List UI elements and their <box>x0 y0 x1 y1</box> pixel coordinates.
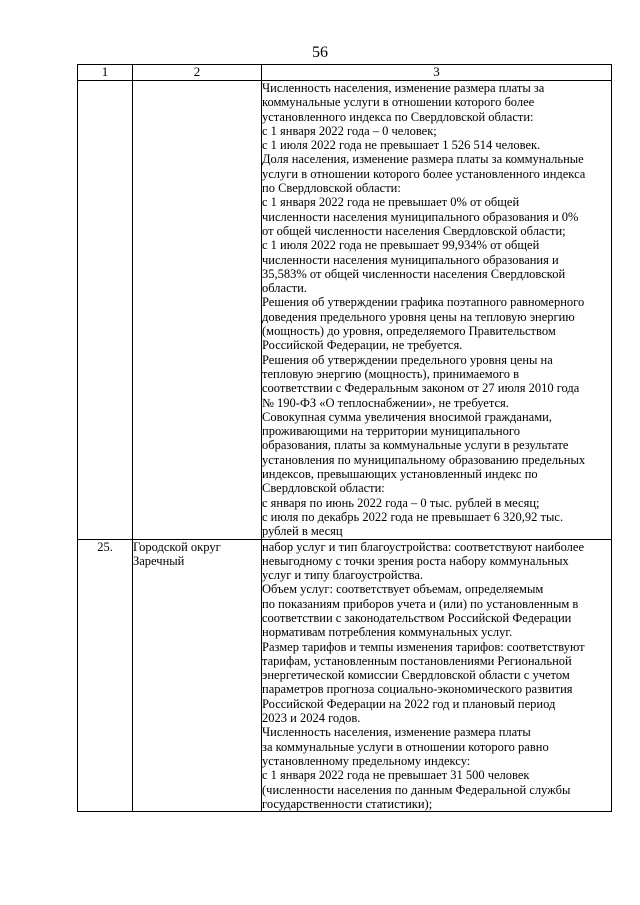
text-line: услуги в отношении которого более установленного индекса <box>262 166 586 181</box>
text-line: Решения об утверждении графика поэтапного равномерного <box>262 295 585 310</box>
municipality-name <box>133 81 262 540</box>
page-number: 56 <box>312 44 328 61</box>
text-line: с 1 января 2022 года – 0 человек; <box>262 123 437 138</box>
text-line: по Свердловской области: <box>262 181 401 196</box>
municipality-name: Городской округ Заречный <box>133 539 262 812</box>
text-line: от общей численности населения Свердловской области; <box>262 223 566 238</box>
document-table <box>77 64 612 812</box>
row-description <box>262 81 612 540</box>
text-line: области. <box>262 281 307 296</box>
row-number <box>78 81 133 540</box>
text-line: соответствии с законодательством Российской Федерации <box>262 610 572 625</box>
text-line: с 1 января 2022 года не превышает 31 500 человек <box>262 768 530 783</box>
text-line: Решения об утверждении предельного уровня цены на <box>262 352 553 367</box>
text-line: (мощность) до уровня, определяемого Правительством <box>262 324 556 339</box>
text-line: с января по июнь 2022 года – 0 тыс. рублей в месяц; <box>262 495 540 510</box>
text-line: индексов, превышающих установленный индекс по <box>262 467 538 482</box>
text-line: доведения предельного уровня цены на тепловую энергию <box>262 309 575 324</box>
text-line: по показаниям приборов учета и (или) по установленным в <box>262 596 579 611</box>
text-line: установленного индекса по Свердловской области: <box>262 109 534 124</box>
text-line: численности населения муниципального образования и 0% <box>262 209 579 224</box>
text-line: услуг и типу благоустройства. <box>262 568 424 583</box>
text-line: установления по муниципальному образованию предельных <box>262 452 586 467</box>
text-line: Совокупная сумма увеличения вносимой гражданами, <box>262 409 552 424</box>
text-line: установленному предельному индексу: <box>262 753 471 768</box>
text-line: Российской Федерации, не требуется. <box>262 338 463 353</box>
text-line: Численность населения, изменение размера платы <box>262 725 531 740</box>
text-line: численности населения муниципального образования и <box>262 252 559 267</box>
text-line: Доля населения, изменение размера платы за коммунальные <box>262 152 584 167</box>
text-line: с июля по декабрь 2022 года не превышает 6 320,92 тыс. <box>262 509 564 524</box>
text-line: с 1 января 2022 года не превышает 0% от общей <box>262 195 520 210</box>
column-header-1: 1 <box>78 65 133 81</box>
text-line: набор услуг и тип благоустройства: соответствуют наиболее <box>262 539 585 554</box>
text-line: 2023 и 2024 годов. <box>262 711 361 726</box>
table-row <box>78 81 612 540</box>
text-line: невыгодному с точки зрения роста набору коммунальных <box>262 553 569 568</box>
text-line: энергетической комиссии Свердловской области с учетом <box>262 668 570 683</box>
text-line: Объем услуг: соответствует объемам, определяемым <box>262 582 544 597</box>
text-line: государственности статистики); <box>262 796 433 811</box>
text-line: рублей в месяц <box>262 524 343 539</box>
text-line: (численности населения по данным Федеральной службы <box>262 782 571 797</box>
text-line: с 1 июля 2022 года не превышает 1 526 514 человек. <box>262 138 541 153</box>
text-line: параметров прогноза социально-экономического развития <box>262 682 573 697</box>
row-description <box>262 539 612 812</box>
text-line: тарифам, установленным постановлениями Региональной <box>262 653 572 668</box>
row-number: 25. <box>78 539 133 812</box>
text-line: проживающими на территории муниципального <box>262 424 520 439</box>
text-line: образования, платы за коммунальные услуги в результате <box>262 438 569 453</box>
text-line: нормативам потребления коммунальных услуг. <box>262 625 513 640</box>
text-line: Свердловской области: <box>262 481 385 496</box>
text-line: Российской Федерации на 2022 год и плановый период <box>262 696 556 711</box>
table-row <box>78 539 612 812</box>
text-line: Размер тарифов и темпы изменения тарифов: соответствуют <box>262 639 585 654</box>
table-header-row <box>78 65 612 81</box>
text-line: № 190-ФЗ «О теплоснабжении», не требуется. <box>262 395 509 410</box>
column-header-2: 2 <box>133 65 262 81</box>
column-header-3: 3 <box>262 65 612 81</box>
text-line: с 1 июля 2022 года не превышает 99,934% от общей <box>262 238 540 253</box>
text-line: за коммунальные услуги в отношении которого равно <box>262 739 549 754</box>
text-line: тепловую энергию (мощность), принимаемого в <box>262 366 520 381</box>
text-line: коммунальные услуги в отношении которого более <box>262 95 535 110</box>
text-line: соответствии с Федеральным законом от 27 июля 2010 года <box>262 381 580 396</box>
text-line: 35,583% от общей численности населения Свердловской <box>262 266 566 281</box>
text-line: Численность населения, изменение размера платы за <box>262 81 545 95</box>
